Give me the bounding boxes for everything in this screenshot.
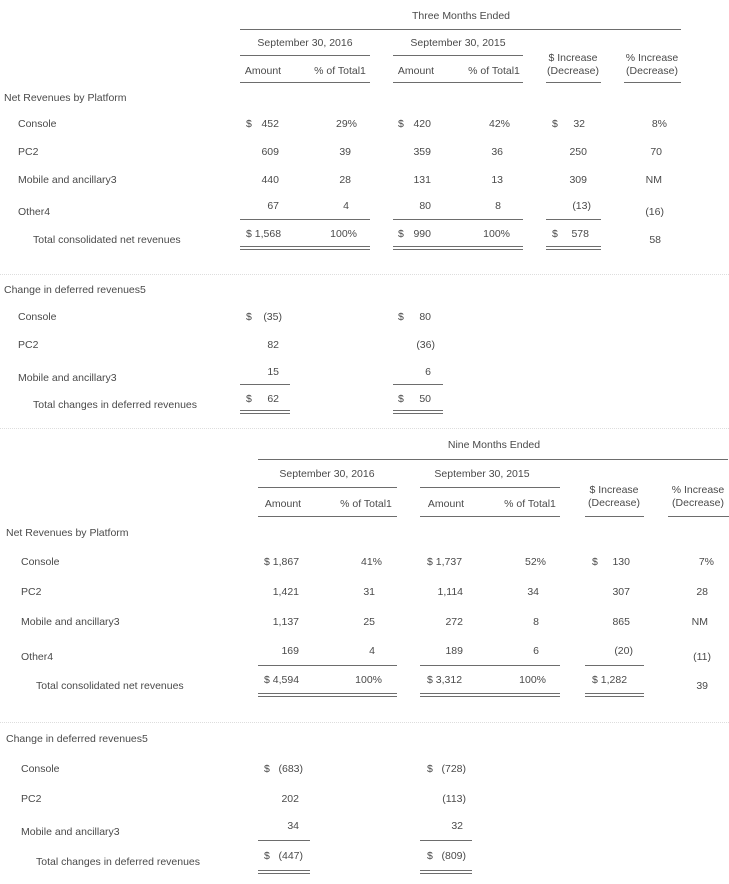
- header-underline: [546, 82, 601, 83]
- amount-2016: $ 1,867: [264, 556, 300, 568]
- subtotal-rule: [546, 219, 601, 220]
- pct-2016: 25: [363, 616, 375, 628]
- deferred-title: Change in deferred revenues5: [6, 733, 148, 745]
- deferred-title: Change in deferred revenues5: [4, 284, 146, 296]
- currency-symbol: $: [264, 763, 270, 775]
- amount-header-2016: Amount: [244, 65, 282, 77]
- header-underline: [585, 516, 644, 517]
- amount-2016: (35): [263, 311, 282, 323]
- change-pct: 70: [650, 146, 662, 158]
- col-2016-rule: [258, 487, 397, 488]
- subtotal-rule: [258, 665, 397, 666]
- inc-pct-header-2: (Decrease): [626, 65, 678, 77]
- row-label: PC2: [18, 146, 39, 158]
- total-double-rule: [393, 246, 523, 250]
- header-underline: [668, 516, 729, 517]
- inc-pct-header-2: (Decrease): [672, 497, 724, 509]
- total-change-amount: $ 1,282: [592, 674, 628, 686]
- amount-2015: 359: [413, 146, 431, 158]
- period-title: Nine Months Ended: [447, 439, 541, 451]
- amount-2016: 82: [267, 339, 279, 351]
- total-label: Total consolidated net revenues: [33, 234, 181, 246]
- total-amount-2016: (447): [278, 850, 303, 862]
- total-label: Total consolidated net revenues: [36, 680, 184, 692]
- change-pct: NM: [645, 174, 662, 186]
- total-double-rule: [393, 410, 443, 414]
- amount-2016: 67: [267, 200, 279, 212]
- amount-2015: 80: [419, 200, 431, 212]
- change-amount: 865: [612, 616, 630, 628]
- amount-2015: 6: [425, 366, 431, 378]
- col-2015-rule: [420, 487, 560, 488]
- amount-2016: 440: [261, 174, 279, 186]
- amount-2015: 32: [451, 820, 463, 832]
- col-header-2015: September 30, 2015: [410, 37, 506, 49]
- change-pct: (16): [645, 206, 664, 218]
- amount-2015: 80: [419, 311, 431, 323]
- amount-2015: 420: [413, 118, 431, 130]
- total-double-rule: [240, 246, 370, 250]
- section-title: Net Revenues by Platform: [6, 527, 129, 539]
- pct-2015: 42%: [488, 118, 510, 130]
- total-pct-2015: 100%: [519, 674, 546, 686]
- row-label: Mobile and ancillary3: [21, 826, 120, 838]
- amount-2015: 272: [445, 616, 463, 628]
- amount-header-2015: Amount: [427, 498, 465, 510]
- pct-2015: 8: [495, 200, 501, 212]
- currency-symbol: $: [398, 118, 404, 130]
- currency-symbol: $: [552, 118, 558, 130]
- row-label: Console: [18, 311, 57, 323]
- currency-symbol: $: [246, 311, 252, 323]
- header-underline: [258, 516, 397, 517]
- section-divider: [0, 428, 729, 429]
- currency-symbol: $: [246, 393, 252, 405]
- row-label: PC2: [21, 586, 42, 598]
- pct-header-2016: % of Total1: [340, 498, 392, 510]
- amount-2016: 202: [281, 793, 299, 805]
- pct-2016: 41%: [360, 556, 382, 568]
- header-rule: [258, 459, 728, 460]
- pct-2016: 31: [363, 586, 375, 598]
- header-rule: [240, 29, 681, 30]
- total-double-rule: [420, 870, 472, 874]
- total-pct-2016: 100%: [355, 674, 382, 686]
- header-underline: [393, 82, 523, 83]
- row-label: Mobile and ancillary3: [21, 616, 120, 628]
- amount-2016: 169: [281, 645, 299, 657]
- amount-2015: 131: [413, 174, 431, 186]
- currency-symbol: $: [246, 118, 252, 130]
- period-title: Three Months Ended: [411, 10, 511, 22]
- amount-2015: (36): [416, 339, 435, 351]
- currency-symbol: $: [427, 850, 433, 862]
- inc-dollar-header-1: $ Increase: [589, 484, 639, 496]
- total-double-rule: [258, 870, 310, 874]
- total-pct-2015: 100%: [483, 228, 510, 240]
- change-amount: 250: [569, 146, 587, 158]
- total-double-rule: [258, 693, 397, 697]
- inc-dollar-header-2: (Decrease): [588, 497, 640, 509]
- currency-symbol: $: [398, 311, 404, 323]
- amount-2016: (683): [278, 763, 303, 775]
- amount-2015: 189: [445, 645, 463, 657]
- pct-2015: 8: [533, 616, 539, 628]
- pct-header-2016: % of Total1: [314, 65, 366, 77]
- subtotal-rule: [393, 219, 523, 220]
- amount-2015: $ 1,737: [427, 556, 463, 568]
- amount-2015: (113): [442, 793, 466, 805]
- subtotal-rule: [240, 219, 370, 220]
- total-double-rule: [420, 693, 560, 697]
- pct-2016: 39: [339, 146, 351, 158]
- change-pct: 28: [696, 586, 708, 598]
- header-underline: [420, 516, 560, 517]
- subtotal-rule: [258, 840, 310, 841]
- total-change-amount: 578: [571, 228, 589, 240]
- total-label: Total changes in deferred revenues: [33, 399, 198, 411]
- currency-symbol: $: [427, 763, 433, 775]
- change-amount: (20): [614, 645, 633, 657]
- amount-2016: 1,421: [272, 586, 299, 598]
- subtotal-rule: [240, 384, 290, 385]
- pct-2015: 52%: [524, 556, 546, 568]
- inc-pct-header-1: % Increase: [625, 52, 679, 64]
- col-header-2016: September 30, 2016: [257, 37, 353, 49]
- total-amount-2015: 50: [419, 393, 431, 405]
- section-title: Net Revenues by Platform: [4, 92, 127, 104]
- row-label: Mobile and ancillary3: [18, 372, 117, 384]
- subtotal-rule: [420, 840, 472, 841]
- pct-2016: 29%: [335, 118, 357, 130]
- total-amount-2015: (809): [441, 850, 466, 862]
- total-amount-2016: 62: [267, 393, 279, 405]
- amount-header-2016: Amount: [264, 498, 302, 510]
- pct-2015: 36: [491, 146, 503, 158]
- total-double-rule: [585, 693, 644, 697]
- pct-header-2015: % of Total1: [468, 65, 520, 77]
- section-divider: [0, 274, 729, 275]
- row-label: PC2: [18, 339, 39, 351]
- change-amount: (13): [572, 200, 591, 212]
- row-label: Console: [18, 118, 57, 130]
- header-underline: [624, 82, 681, 83]
- currency-symbol: $: [264, 850, 270, 862]
- currency-symbol: $: [398, 228, 404, 240]
- total-double-rule: [546, 246, 601, 250]
- total-pct-2016: 100%: [330, 228, 357, 240]
- amount-2015: 1,114: [437, 586, 463, 598]
- subtotal-rule: [585, 665, 644, 666]
- col-2016-rule: [240, 55, 370, 56]
- header-underline: [240, 82, 370, 83]
- amount-2016: 1,137: [272, 616, 299, 628]
- pct-2015: 6: [533, 645, 539, 657]
- inc-dollar-header-1: $ Increase: [548, 52, 598, 64]
- change-amount: 309: [569, 174, 587, 186]
- change-amount: 130: [612, 556, 630, 568]
- currency-symbol: $: [398, 393, 404, 405]
- subtotal-rule: [393, 384, 443, 385]
- col-header-2015: September 30, 2015: [434, 468, 530, 480]
- total-amount-2016: $ 4,594: [264, 674, 300, 686]
- pct-2016: 4: [369, 645, 375, 657]
- change-amount: 307: [612, 586, 630, 598]
- row-label: PC2: [21, 793, 42, 805]
- amount-2016: 15: [267, 366, 279, 378]
- amount-2016: 34: [287, 820, 299, 832]
- change-pct: NM: [691, 616, 708, 628]
- amount-2016: 452: [261, 118, 279, 130]
- pct-2016: 28: [339, 174, 351, 186]
- pct-header-2015: % of Total1: [504, 498, 556, 510]
- col-header-2016: September 30, 2016: [279, 468, 375, 480]
- subtotal-rule: [420, 665, 560, 666]
- change-pct: 8%: [651, 118, 667, 130]
- currency-symbol: $: [592, 556, 598, 568]
- total-amount-2016: $ 1,568: [246, 228, 282, 240]
- row-label: Other4: [21, 651, 54, 663]
- pct-2015: 13: [491, 174, 503, 186]
- inc-dollar-header-2: (Decrease): [547, 65, 599, 77]
- total-double-rule: [240, 410, 290, 414]
- amount-2015: (728): [441, 763, 466, 775]
- total-change-pct: 58: [649, 234, 661, 246]
- inc-pct-header-1: % Increase: [671, 484, 725, 496]
- pct-2016: 4: [343, 200, 349, 212]
- total-amount-2015: $ 3,312: [427, 674, 463, 686]
- row-label: Other4: [18, 206, 51, 218]
- currency-symbol: $: [552, 228, 558, 240]
- row-label: Console: [21, 763, 60, 775]
- amount-2016: 609: [261, 146, 279, 158]
- col-2015-rule: [393, 55, 523, 56]
- row-label: Console: [21, 556, 60, 568]
- change-amount: 32: [573, 118, 585, 130]
- amount-header-2015: Amount: [397, 65, 435, 77]
- change-pct: 7%: [698, 556, 714, 568]
- section-divider: [0, 722, 729, 723]
- total-label: Total changes in deferred revenues: [36, 856, 201, 868]
- pct-2015: 34: [527, 586, 539, 598]
- total-amount-2015: 990: [413, 228, 431, 240]
- change-pct: (11): [693, 651, 711, 663]
- total-change-pct: 39: [696, 680, 708, 692]
- row-label: Mobile and ancillary3: [18, 174, 117, 186]
